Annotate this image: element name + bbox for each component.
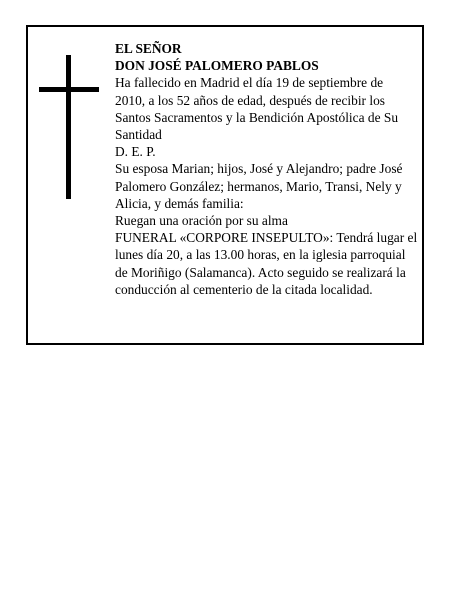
cross-vertical-bar [66, 55, 71, 199]
rip-text: D. E. P. [115, 144, 156, 160]
cross-horizontal-bar [39, 87, 99, 92]
funeral-line: lunes día 20, a las 13.00 horas, en la iglesia parroquial [115, 247, 406, 263]
notice-text [115, 40, 425, 298]
deceased-name: DON JOSÉ PALOMERO PABLOS [115, 58, 319, 74]
announcement-line: Santos Sacramentos y la Bendición Apostólica de Su [115, 109, 399, 125]
family-line: Alicia, y demás familia: [115, 195, 244, 211]
funeral-line: de Moriñigo (Salamanca). Acto seguido se realizará la [115, 264, 406, 280]
family-line: Su esposa Marian; hijos, José y Alejandro; padre José [115, 161, 403, 177]
announcement-line: Santidad [115, 127, 162, 143]
cross-icon [39, 55, 99, 199]
funeral-line: FUNERAL «CORPORE INSEPULTO»: Tendrá lugar el [115, 230, 418, 246]
funeral-line: conducción al cementerio de la citada localidad. [115, 281, 373, 297]
notice-heading: EL SEÑOR [115, 41, 182, 56]
obituary-notice [26, 25, 424, 345]
announcement-line: Ha fallecido en Madrid el día 19 de septiembre de [115, 75, 384, 91]
announcement-line: 2010, a los 52 años de edad, después de recibir los [115, 92, 385, 108]
family-line: Palomero González; hermanos, Mario, Transi, Nely y [115, 178, 402, 194]
prayer-request: Ruegan una oración por su alma [115, 213, 288, 229]
